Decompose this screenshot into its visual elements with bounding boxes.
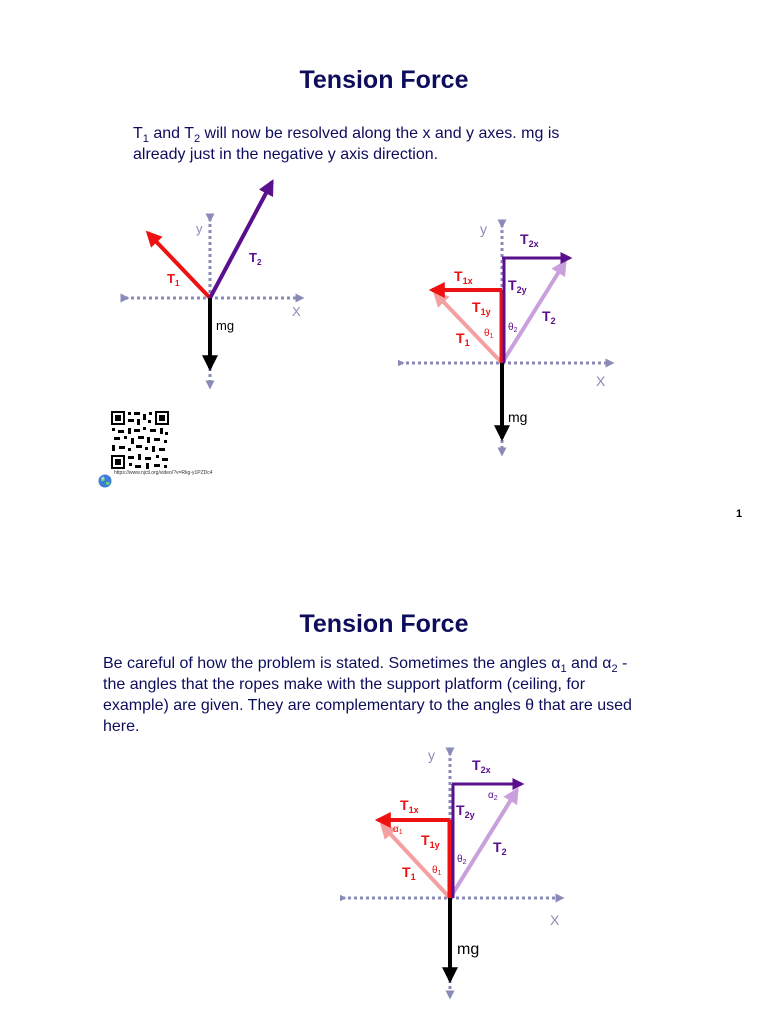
- t2-label: $T_2$: [493, 839, 507, 857]
- t2-label: $T_2$: [249, 250, 262, 267]
- t1-vector: [435, 293, 502, 363]
- y-axis-label: y: [196, 221, 203, 236]
- t2x-label: $T_{2x}$: [520, 231, 539, 249]
- theta2-label: $\theta_2$: [457, 854, 467, 866]
- mg-label: mg: [508, 409, 528, 425]
- slide1-right-diagram: [398, 210, 623, 460]
- t1-vector: [148, 233, 210, 298]
- slide1-title: Tension Force: [299, 66, 469, 94]
- x-axis-label: X: [596, 373, 606, 389]
- t2x-label: $T_{2x}$: [472, 757, 491, 775]
- t1-vector: [382, 825, 450, 898]
- t2-label: $T_2$: [542, 308, 556, 326]
- t2y-label: $T_{2y}$: [456, 802, 475, 820]
- alpha2-label: $\alpha_2$: [488, 790, 498, 802]
- x-axis-label: X: [550, 912, 560, 928]
- t1-label: $T_1$: [456, 330, 470, 348]
- mg-label: mg: [216, 318, 235, 333]
- slide2-diagram: [340, 740, 575, 1005]
- t1-label: $T_1$: [167, 271, 180, 288]
- slide1-paragraph: $T_1$ and $T_2$ will now be resolved along the x and y axes. mg is already just in the negative y axis direction.: [133, 125, 560, 163]
- t2-vector: [210, 182, 272, 298]
- alpha1-label: $\alpha_1$: [393, 824, 403, 836]
- globe-icon[interactable]: [98, 474, 112, 488]
- y-axis-label: y: [480, 221, 487, 237]
- t1x-label: $T_{1x}$: [454, 268, 473, 286]
- theta1-label: $\theta_1$: [432, 865, 442, 877]
- page-number: 1: [736, 508, 743, 520]
- t1y-label: $T_{1y}$: [421, 832, 440, 850]
- t1x-label: $T_{1x}$: [400, 797, 419, 815]
- t1y-label: $T_{1y}$: [472, 299, 491, 317]
- theta1-label: $\theta_1$: [484, 328, 494, 340]
- t1-label: $T_1$: [402, 864, 416, 882]
- qr-code-icon[interactable]: [110, 410, 170, 470]
- y-axis-label: y: [428, 747, 435, 763]
- slide1-left-diagram: [110, 170, 320, 395]
- slide2-title: Tension Force: [299, 610, 469, 638]
- slide2-paragraph: Be careful of how the problem is stated. Sometimes the angles $\alpha_1$ and $\alpha_2$ - the angles that the ropes make with the support platform (ceiling, for example) are given. They are complementary to the angles θ that are used here.: [103, 655, 632, 735]
- mg-label: mg: [457, 941, 480, 958]
- theta2-label: $\theta_2$: [508, 322, 518, 334]
- x-axis-label: X: [292, 304, 301, 319]
- qr-url-link[interactable]: https://www.njctl.org/video/?v=Rkg-y1PZDc4: [114, 470, 213, 476]
- t2y-label: $T_{2y}$: [508, 277, 527, 295]
